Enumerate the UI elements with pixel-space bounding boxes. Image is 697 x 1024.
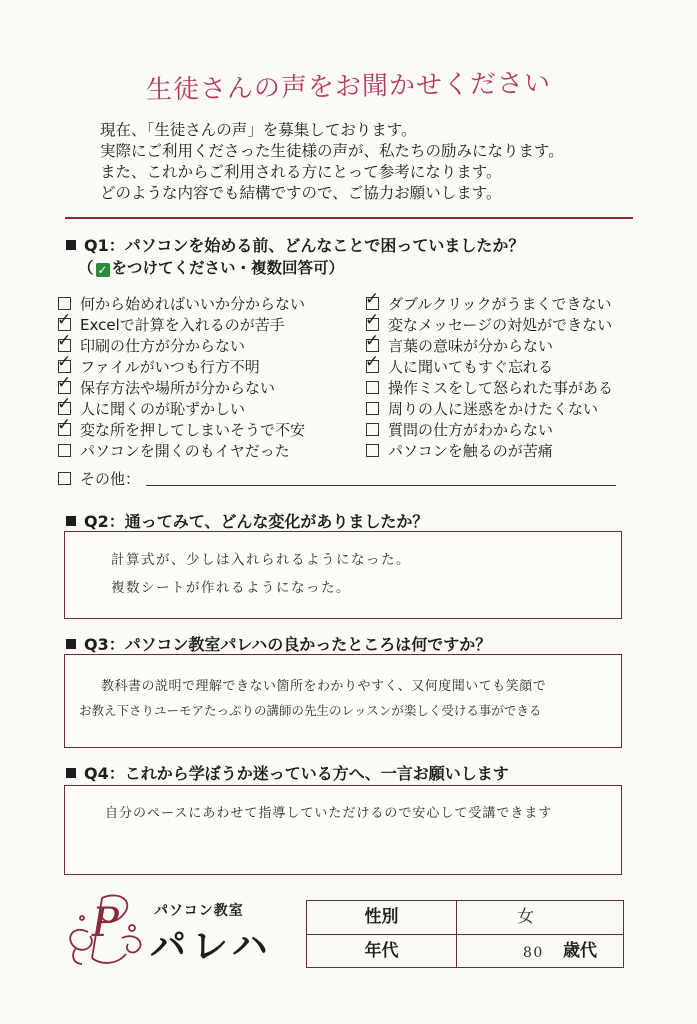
q1-option-left-5 bbox=[57, 373, 305, 399]
checkmark-icon: ✓ bbox=[365, 289, 380, 309]
option-label: 何から始めればいいか分からない bbox=[80, 295, 306, 313]
checkmark-icon: ✓ bbox=[365, 352, 380, 372]
info-table bbox=[306, 900, 624, 968]
q4-heading bbox=[66, 761, 509, 784]
other-checkbox[interactable] bbox=[58, 472, 71, 485]
q1-option-left-6 bbox=[57, 394, 305, 420]
gender-field[interactable] bbox=[457, 901, 623, 934]
q2-answer-line-2: 複数シートが作れるようになった。 bbox=[111, 580, 351, 596]
q1-option-right-4 bbox=[365, 352, 613, 378]
q1-option-right-8 bbox=[366, 441, 613, 462]
q1-option-right-2 bbox=[365, 310, 613, 336]
q1-question: Q1：パソコンを始める前、どんなことで困っていましたか？ bbox=[84, 236, 525, 255]
option-checkbox[interactable] bbox=[57, 352, 72, 373]
intro-line-2: 実際にご利用くださった生徒様の声が、私たちの励みになります。 bbox=[100, 142, 564, 160]
option-checkbox[interactable] bbox=[365, 331, 380, 352]
option-checkbox[interactable] bbox=[366, 402, 379, 415]
green-checkbox-icon: ✓ bbox=[97, 263, 108, 277]
q1-option-left-4 bbox=[57, 352, 305, 378]
intro-line-4: どのような内容でも結構ですので、ご協力お願いします。 bbox=[100, 184, 502, 202]
checkmark-icon: ✓ bbox=[57, 373, 72, 393]
q3-question: Q3：パソコン教室パレハの良かったところは何ですか？ bbox=[84, 635, 492, 654]
q1-options-right bbox=[365, 289, 614, 462]
age-value: 80 bbox=[523, 945, 544, 961]
q2-question: Q2：通ってみて、どんな変化がありましたか？ bbox=[84, 512, 429, 531]
q2-answer-line-1: 計算式が、少しは入れられるようになった。 bbox=[111, 552, 411, 568]
option-label: 変なメッセージの対処ができない bbox=[388, 316, 613, 334]
q1-option-right-7 bbox=[366, 420, 613, 441]
option-label: パソコンを触るのが苦痛 bbox=[388, 442, 553, 460]
q1-option-left-7 bbox=[57, 415, 306, 441]
page-title: 生徒さんの声をお聞かせください bbox=[145, 68, 552, 106]
option-label: パソコンを開くのもイヤだった bbox=[80, 442, 290, 460]
option-checkbox[interactable] bbox=[57, 310, 72, 331]
option-checkbox[interactable] bbox=[366, 423, 379, 436]
q1-heading bbox=[66, 233, 524, 256]
option-checkbox[interactable] bbox=[58, 297, 71, 310]
note-open: （ bbox=[78, 259, 94, 277]
option-label: ファイルがいつも行方不明 bbox=[80, 358, 260, 376]
other-label: その他： bbox=[80, 470, 141, 488]
option-checkbox[interactable] bbox=[365, 289, 380, 310]
logo-subtitle: パソコン教室 bbox=[154, 903, 244, 919]
checkmark-icon: ✓ bbox=[365, 331, 380, 351]
gender-label: 性別 bbox=[307, 901, 457, 934]
option-checkbox[interactable] bbox=[57, 373, 72, 394]
option-checkbox[interactable] bbox=[57, 331, 72, 352]
option-checkbox[interactable] bbox=[365, 352, 380, 373]
option-label: 変な所を押してしまいそうで不安 bbox=[80, 421, 306, 439]
option-checkbox[interactable] bbox=[57, 415, 72, 436]
q1-option-left-2 bbox=[57, 310, 305, 336]
q1-instruction bbox=[78, 256, 344, 278]
age-suffix: 歳代 bbox=[563, 941, 597, 961]
q1-option-right-3 bbox=[365, 331, 613, 357]
logo-name: パレハ bbox=[150, 926, 274, 967]
logo-ornament-icon bbox=[62, 888, 154, 972]
q1-options-left bbox=[58, 294, 305, 462]
option-label: 周りの人に迷惑をかけたくない bbox=[388, 400, 599, 418]
option-label: 保存方法や場所が分からない bbox=[80, 379, 276, 397]
option-label: 言葉の意味が分からない bbox=[388, 337, 554, 355]
other-input-line[interactable] bbox=[146, 471, 616, 486]
q3-answer-line-2: お教え下さりユーモアたっぷりの講師の先生のレッスンが楽しく受ける事ができる bbox=[79, 703, 542, 718]
age-field[interactable] bbox=[457, 935, 623, 968]
q1-other bbox=[58, 469, 616, 490]
option-label: Excelで計算を入れるのが苦手 bbox=[80, 316, 285, 334]
option-checkbox[interactable] bbox=[57, 394, 72, 415]
q3-answer-box bbox=[64, 654, 622, 748]
bullet-square-icon bbox=[66, 768, 76, 778]
q1-option-left-1 bbox=[58, 294, 305, 315]
checkmark-icon: ✓ bbox=[57, 394, 72, 414]
option-label: 人に聞いてもすぐ忘れる bbox=[388, 358, 554, 376]
bullet-square-icon bbox=[66, 240, 76, 250]
checkmark-icon: ✓ bbox=[57, 331, 72, 351]
logo-monogram: P bbox=[92, 900, 119, 946]
checkmark-icon: ✓ bbox=[57, 415, 72, 435]
age-row bbox=[307, 934, 623, 968]
intro-line-3: また、これからご利用される方にとって参考になります。 bbox=[100, 163, 502, 181]
note-text: をつけてください・複数回答可） bbox=[111, 259, 345, 277]
bullet-square-icon bbox=[66, 639, 76, 649]
option-checkbox[interactable] bbox=[366, 381, 379, 394]
divider bbox=[65, 217, 633, 219]
checkmark-icon: ✓ bbox=[365, 310, 380, 330]
q1-option-left-8 bbox=[58, 441, 305, 462]
gender-row bbox=[307, 901, 623, 934]
q1-option-right-1 bbox=[365, 289, 613, 315]
q2-answer-box bbox=[64, 531, 622, 619]
option-label: 人に聞くのが恥ずかしい bbox=[80, 400, 246, 418]
checkmark-icon: ✓ bbox=[57, 310, 72, 330]
q1-option-left-3 bbox=[57, 331, 305, 357]
q1-option-right-5 bbox=[366, 378, 613, 399]
option-checkbox[interactable] bbox=[366, 444, 379, 457]
q4-answer-line: 自分のペースにあわせて指導していただけるので安心して受講できます bbox=[105, 806, 553, 821]
bullet-square-icon bbox=[66, 516, 76, 526]
q1-option-right-6 bbox=[366, 399, 613, 420]
q2-heading bbox=[66, 509, 428, 532]
option-label: 質問の仕方がわからない bbox=[388, 421, 554, 439]
q4-answer-box bbox=[64, 785, 622, 875]
q4-question: Q4：これから学ぼうか迷っている方へ、一言お願いします bbox=[84, 764, 509, 783]
option-checkbox[interactable] bbox=[365, 310, 380, 331]
option-checkbox[interactable] bbox=[58, 444, 71, 457]
checkmark-icon: ✓ bbox=[57, 352, 72, 372]
q3-answer-line-1: 教科書の説明で理解できない箇所をわかりやすく、又何度聞いても笑顔で bbox=[101, 679, 547, 694]
intro-line-1: 現在、「生徒さんの声」を募集しております。 bbox=[100, 121, 417, 139]
gender-value: 女 bbox=[517, 907, 536, 927]
option-label: 印刷の仕方が分からない bbox=[80, 337, 246, 355]
age-label: 年代 bbox=[307, 935, 457, 968]
option-label: 操作ミスをして怒られた事がある bbox=[388, 379, 614, 397]
option-label: ダブルクリックがうまくできない bbox=[388, 295, 612, 313]
q3-heading bbox=[66, 632, 491, 655]
